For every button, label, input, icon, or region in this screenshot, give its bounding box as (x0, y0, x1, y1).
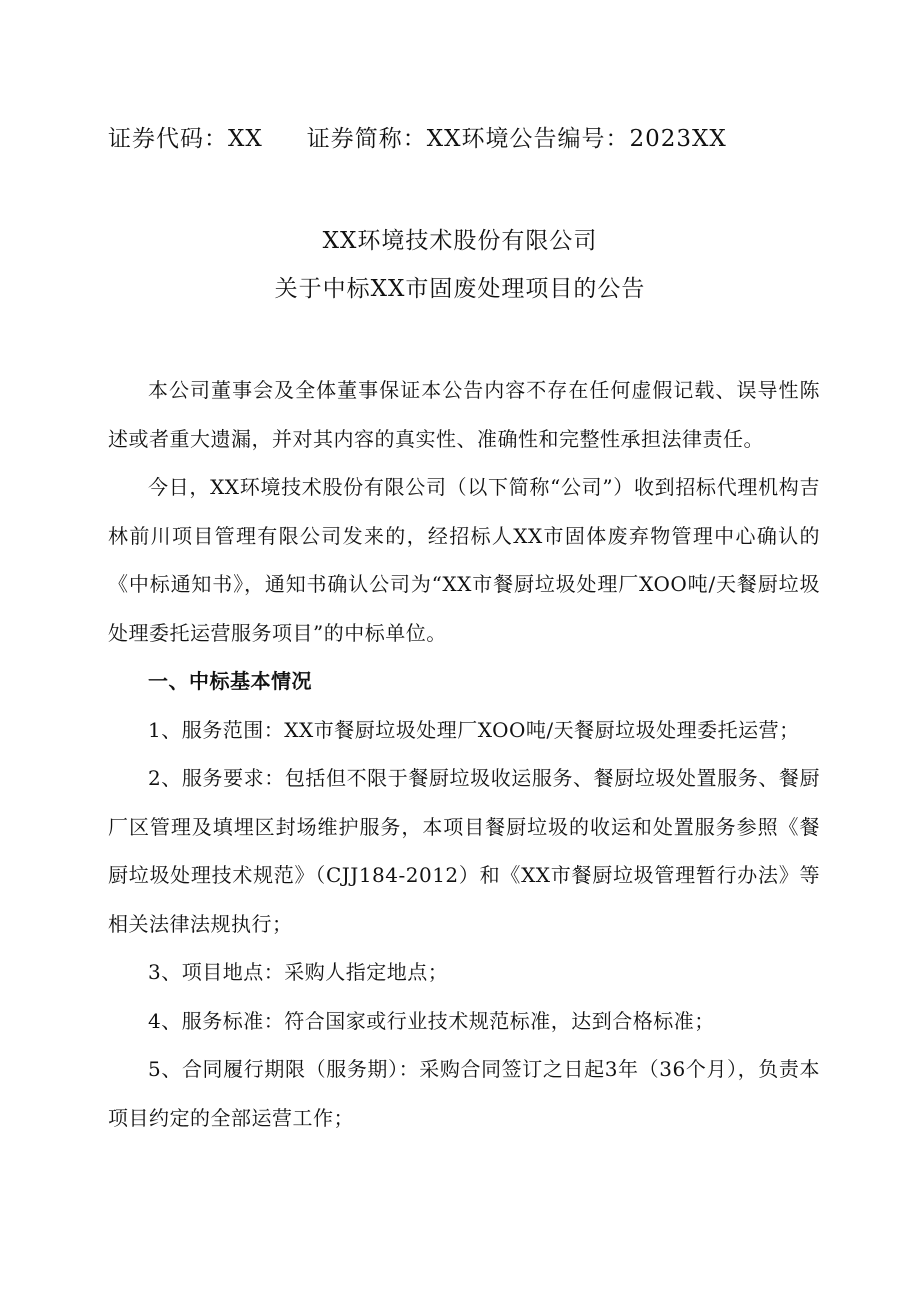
notice-paragraph: 今日，XX环境技术股份有限公司（以下简称“公司”）收到招标代理机构吉林前川项目管理有限公司发来的，经招标人XX市固体废弃物管理中心确认的《中标通知书》，通知书确认公司为“XX市餐厨垃圾处理厂XOO吨/天餐厨垃圾处理委托运营服务项目”的中标单位。 (108, 475, 820, 645)
announcement-title: 关于中标XX市固废处理项目的公告 (274, 276, 646, 302)
disclaimer-paragraph: 本公司董事会及全体董事保证本公告内容不存在任何虚假记载、误导性陈述或者重大遗漏，并对其内容的真实性、准确性和完整性承担法律责任。 (108, 378, 820, 451)
security-info-line (108, 122, 727, 156)
list-item: 5、合同履行期限（服务期）：采购合同签订之日起3年（36个月），负责本项目约定的全部运营工作； (108, 1057, 820, 1130)
list-item: 1、服务范围：XX市餐厨垃圾处理厂XOO吨/天餐厨垃圾处理委托运营； (148, 717, 800, 742)
list-item: 3、项目地点：采购人指定地点； (148, 960, 449, 984)
stock-short-name-and-number: 证券简称：XX环境公告编号：2023XX (306, 126, 727, 152)
list-item: 2、服务要求：包括但不限于餐厨垃圾收运服务、餐厨垃圾处置服务、餐厨厂区管理及填埋区封场维护服务，本项目餐厨垃圾的收运和处置服务参照《餐厨垃圾处理技术规范》（CJJ184-2012）和《XX市餐厨垃圾管理暂行办法》等相关法律法规执行； (108, 766, 820, 936)
stock-code: 证券代码：XX (108, 126, 263, 152)
section-heading-bid-info: 一、中标基本情况 (148, 669, 312, 693)
company-title: XX环境技术股份有限公司 (322, 228, 598, 254)
list-item: 4、服务标准：符合国家或行业技术规范标准，达到合格标准； (148, 1008, 715, 1033)
announcement-body (108, 366, 820, 1142)
